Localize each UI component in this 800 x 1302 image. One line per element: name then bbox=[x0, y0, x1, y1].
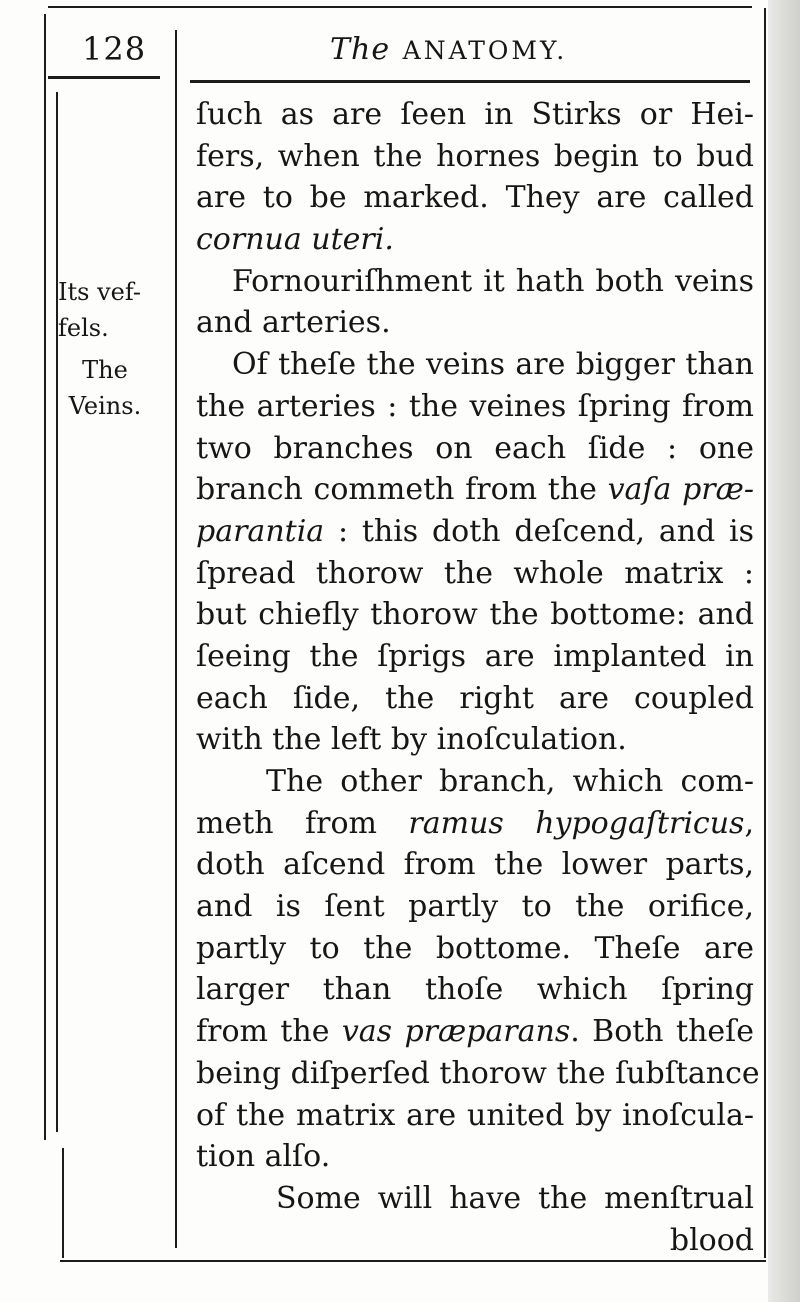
text-run: partly to the bottome. Theſe are bbox=[196, 930, 754, 966]
margin-note-line: The bbox=[82, 356, 128, 384]
margin-note-line: fels. bbox=[58, 314, 109, 342]
text-run: and is ſent partly to the orifice, bbox=[196, 889, 754, 925]
text-run: : this doth deſcend, and is bbox=[324, 513, 754, 549]
text-run: with the left by inoſculation. bbox=[196, 722, 627, 758]
text-run: each ſide, the right are coupled bbox=[196, 680, 754, 716]
running-head-underline bbox=[190, 80, 750, 83]
text-line bbox=[196, 344, 754, 386]
text-run: larger than thoſe which ſpring bbox=[196, 972, 754, 1008]
text-line bbox=[196, 1178, 754, 1220]
text-run: being diſperſed thorow the ſubſtance bbox=[196, 1055, 760, 1091]
text-run: Some will have the menſtrual bbox=[276, 1180, 754, 1216]
text-run: vaſa præ- bbox=[607, 472, 754, 508]
margin-note-veins bbox=[62, 352, 148, 424]
text-run: Of theſe the veins are bigger than bbox=[232, 347, 754, 383]
text-run: but chiefly thorow the bottome: and bbox=[196, 597, 754, 633]
margin-note-line: Veins. bbox=[68, 392, 142, 420]
text-line bbox=[196, 928, 754, 970]
text-run: branch commeth from the bbox=[196, 472, 608, 508]
running-head-article: The bbox=[330, 32, 391, 67]
gutter-rule bbox=[175, 30, 177, 1248]
text-line bbox=[196, 302, 754, 344]
text-line bbox=[196, 469, 754, 511]
text-run: ſpread thorow the whole matrix : bbox=[196, 555, 754, 591]
text-run: . Both theſe bbox=[570, 1014, 754, 1050]
text-line bbox=[196, 261, 754, 303]
text-run: tion alſo. bbox=[196, 1139, 331, 1175]
text-run: and arteries. bbox=[196, 305, 391, 341]
text-line bbox=[196, 136, 754, 178]
text-line bbox=[196, 177, 754, 219]
outer-left-rule bbox=[44, 14, 46, 1140]
text-run: of the matrix are united by inoſcula- bbox=[196, 1097, 754, 1133]
text-run: doth aſcend from the lower parts, bbox=[196, 847, 754, 883]
main-text-column bbox=[196, 94, 760, 1261]
text-line bbox=[196, 1053, 760, 1095]
text-run: are to be marked. They are called bbox=[196, 180, 754, 216]
margin-rule bbox=[56, 92, 58, 1132]
text-run: parantia bbox=[196, 513, 325, 549]
catchword bbox=[196, 1220, 754, 1262]
margin-note-line: Its vef- bbox=[58, 278, 141, 306]
page-number: 128 bbox=[82, 30, 147, 68]
outer-left-rule-lower bbox=[62, 1148, 64, 1258]
text-line bbox=[196, 386, 754, 428]
margin-note-vessels bbox=[58, 274, 141, 346]
text-run: vas præparans bbox=[341, 1014, 571, 1050]
text-run: ramus hypogaſtricus bbox=[408, 805, 745, 841]
text-line bbox=[196, 94, 754, 136]
text-line bbox=[196, 553, 754, 595]
folio-underline bbox=[48, 76, 160, 79]
text-line bbox=[196, 761, 754, 803]
running-head bbox=[330, 32, 567, 67]
text-run: The other branch, which com- bbox=[266, 764, 754, 799]
text-line bbox=[196, 886, 754, 928]
top-rule bbox=[48, 6, 752, 8]
text-line bbox=[196, 1136, 754, 1178]
text-run: fers, when the hornes begin to bud bbox=[196, 138, 754, 174]
text-run: blood bbox=[669, 1222, 754, 1258]
text-run: , bbox=[744, 805, 754, 841]
text-line bbox=[196, 1011, 754, 1053]
text-line bbox=[196, 219, 754, 261]
text-run: the arteries : the veines ſpring from bbox=[196, 388, 754, 424]
right-rule bbox=[764, 8, 766, 1258]
text-run: meth from bbox=[196, 805, 409, 841]
text-line bbox=[196, 719, 754, 761]
text-run: ſeeing the ſprigs are implanted in bbox=[196, 638, 754, 674]
text-line bbox=[196, 1095, 754, 1137]
text-run: cornua uteri. bbox=[196, 222, 394, 258]
text-run: from the bbox=[196, 1014, 342, 1050]
page-edge-shadow bbox=[768, 0, 800, 1302]
text-line bbox=[196, 844, 754, 886]
text-line bbox=[196, 803, 754, 845]
text-run: two branches on each ſide : one bbox=[196, 430, 754, 466]
text-run: ſuch as are ſeen in Stirks or Hei- bbox=[196, 97, 754, 132]
text-run: Fornouriſhment it hath both veins bbox=[232, 263, 754, 299]
text-line bbox=[196, 594, 754, 636]
text-line bbox=[196, 969, 754, 1011]
text-line bbox=[196, 636, 754, 678]
running-head-title: ANATOMY. bbox=[402, 36, 568, 65]
text-line bbox=[196, 678, 754, 720]
text-line bbox=[196, 428, 754, 470]
text-line bbox=[196, 511, 754, 553]
